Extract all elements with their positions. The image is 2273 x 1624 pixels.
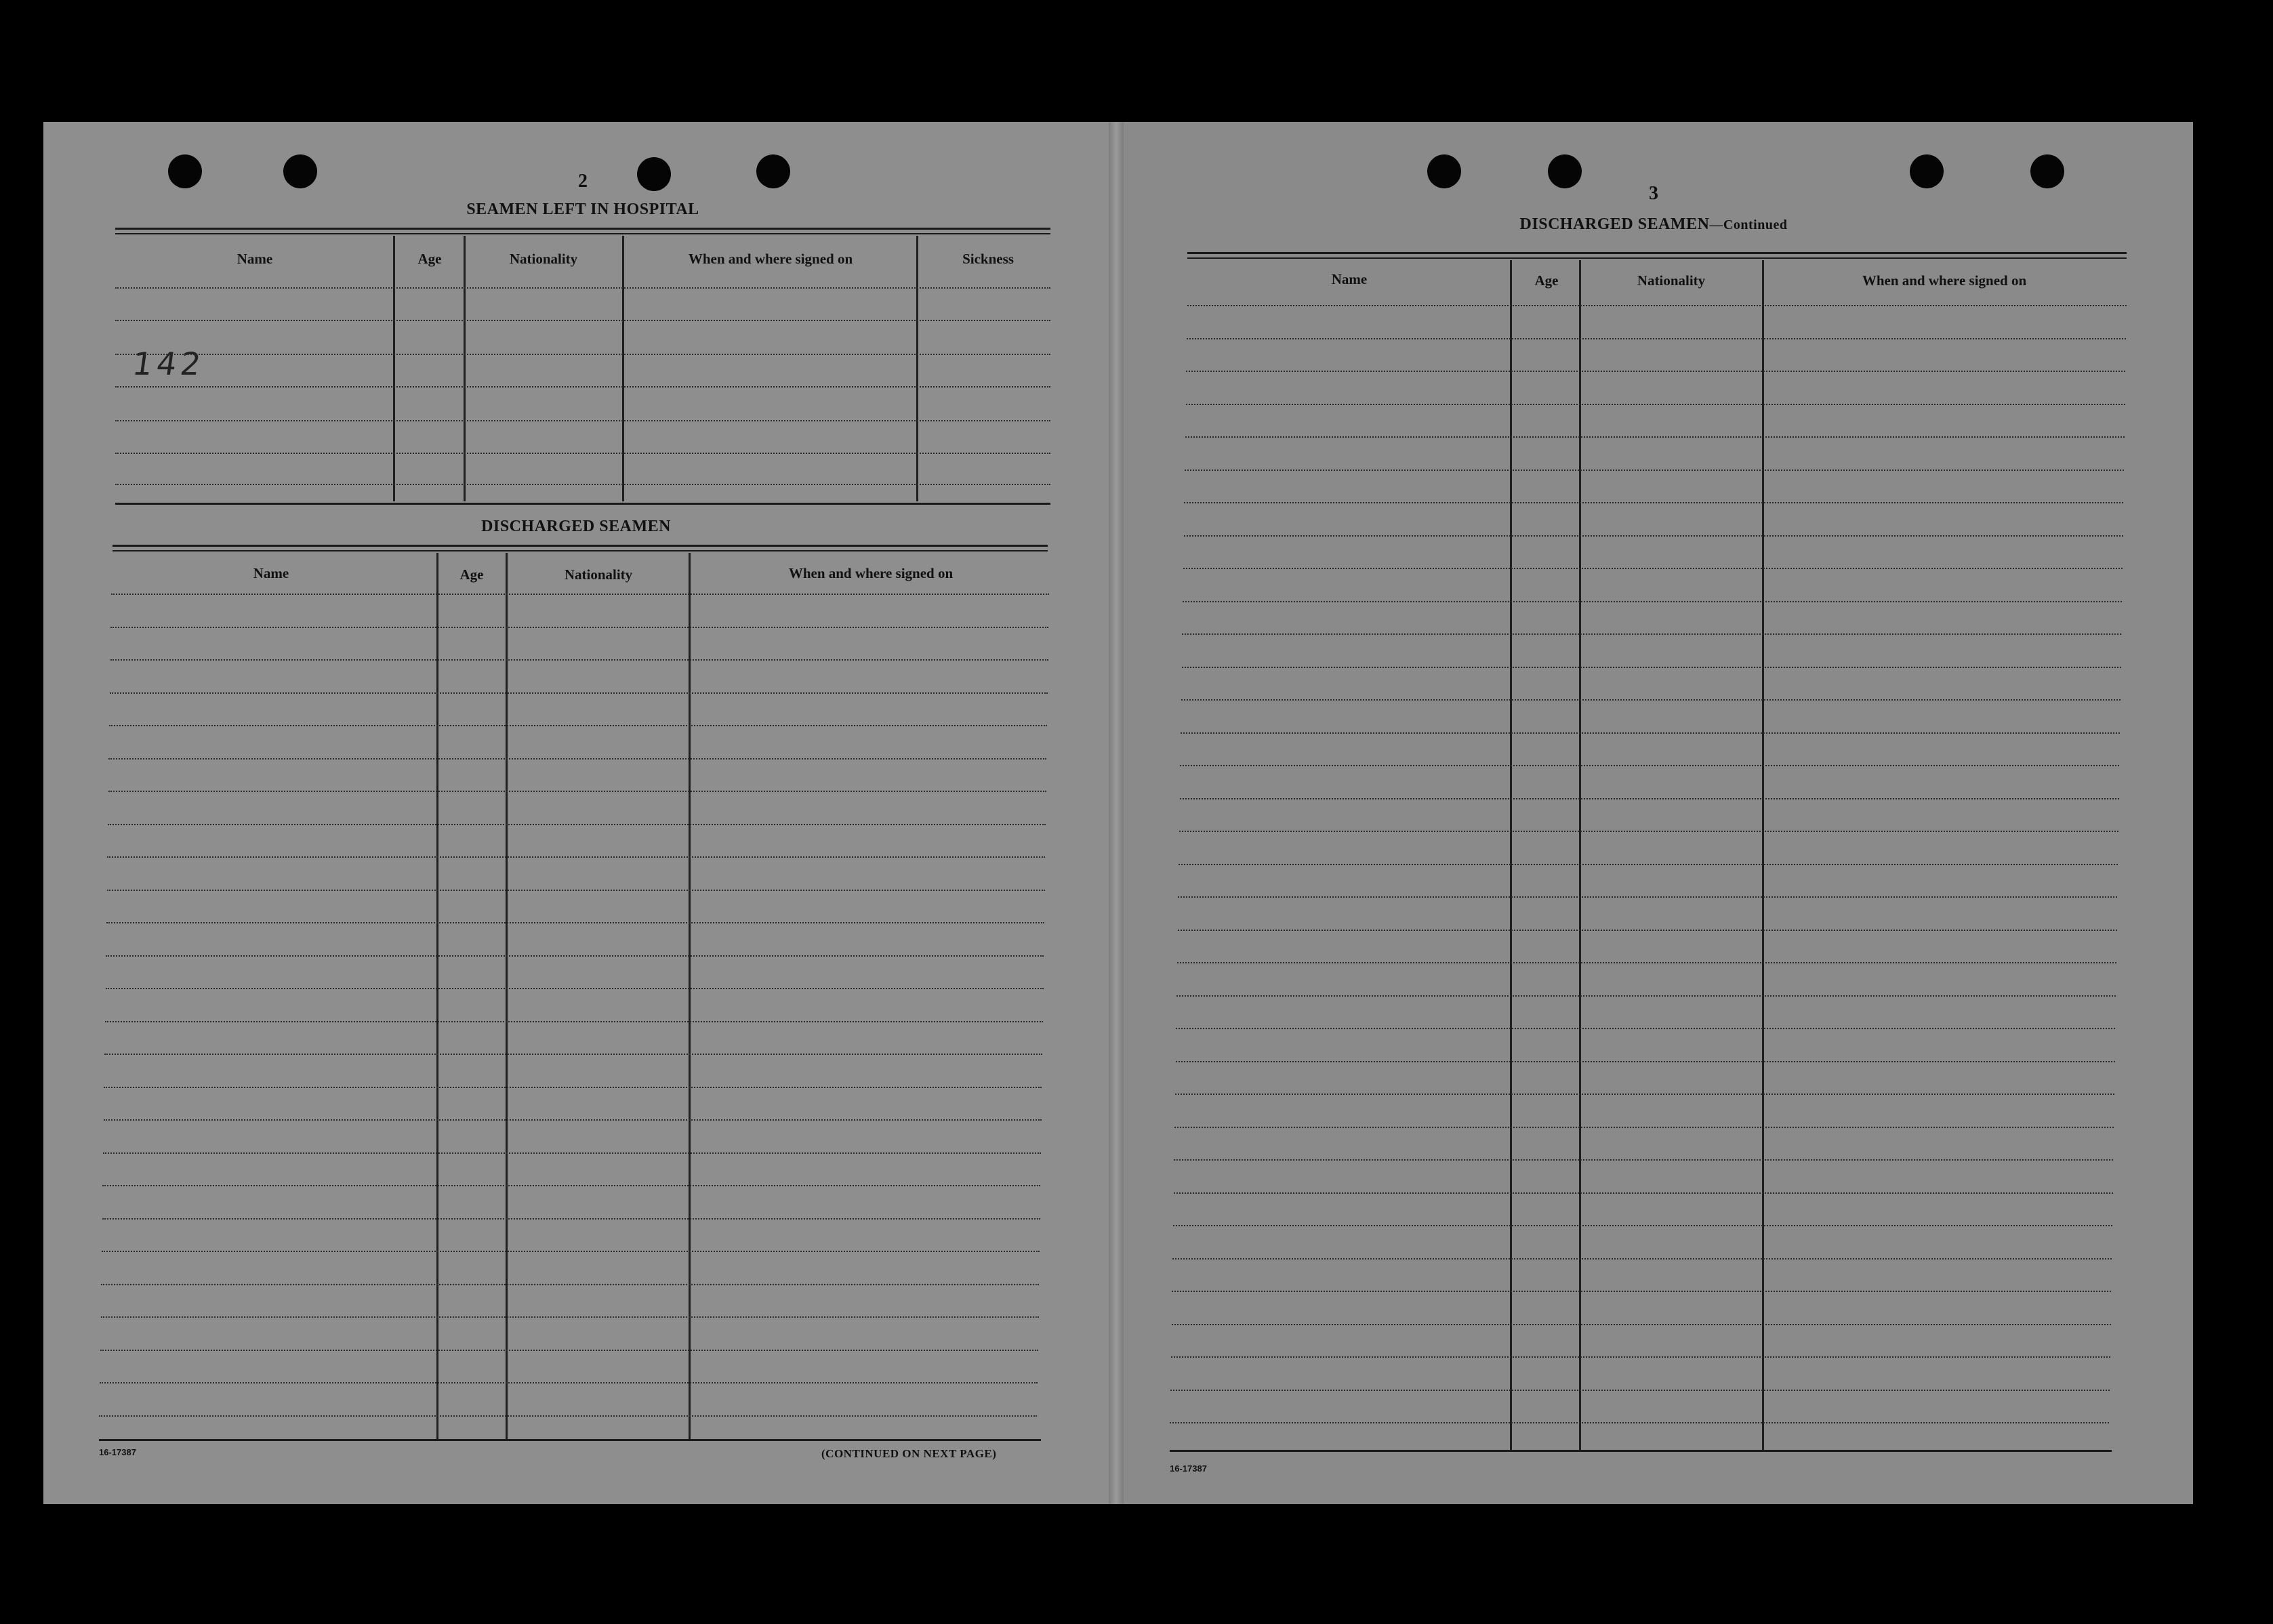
table-row-line	[105, 1021, 1043, 1022]
table-row-line	[106, 955, 1044, 957]
table-row-line	[1184, 535, 2123, 537]
table-top-rule	[115, 228, 1050, 230]
table-row-line	[1179, 831, 2118, 832]
column-divider	[464, 236, 466, 501]
column-header-name: Name	[253, 565, 289, 581]
column-divider	[622, 236, 624, 501]
table-row-line	[102, 1251, 1040, 1252]
table-bottom-rule	[99, 1439, 1041, 1441]
table-row-line	[1170, 1422, 2109, 1423]
table-row-line	[100, 1350, 1038, 1351]
table-row-line	[115, 420, 1050, 421]
table-top-rule	[1187, 257, 2127, 259]
column-header-age: Age	[459, 566, 484, 583]
page-fold	[1109, 122, 1124, 1504]
punch-hole	[1548, 154, 1582, 188]
page-number: 3	[1649, 183, 1658, 204]
table-row-line	[104, 1087, 1042, 1088]
discharged-continued-title-suffix: —Continued	[1709, 217, 1788, 232]
table-row-line	[1176, 1028, 2115, 1029]
table-row-line	[104, 1054, 1042, 1055]
table-row-line	[1172, 1258, 2112, 1259]
table-row-line	[107, 890, 1045, 891]
table-top-rule	[1187, 252, 2127, 254]
table-row-line	[106, 988, 1044, 989]
table-row-line	[107, 856, 1045, 858]
table-row-line	[1172, 1324, 2111, 1325]
column-header-signed-on: When and where signed on	[688, 251, 853, 267]
table-row-line	[101, 1284, 1039, 1285]
discharged-continued-title	[1477, 215, 1830, 234]
punch-hole	[1910, 154, 1944, 188]
hospital-section-title: SEAMEN LEFT IN HOSPITAL	[466, 201, 699, 218]
table-row-line	[1186, 404, 2125, 405]
column-header-sickness: Sickness	[962, 251, 1014, 267]
column-header-age: Age	[417, 251, 442, 267]
table-row-line	[1185, 436, 2125, 438]
table-row-line	[1180, 765, 2119, 766]
handwritten-number: 142	[130, 346, 207, 382]
table-top-rule	[112, 550, 1048, 551]
table-row-line	[1176, 1061, 2115, 1062]
punch-hole	[2030, 154, 2064, 188]
punch-hole	[637, 157, 671, 191]
table-row-line	[1172, 1291, 2111, 1292]
table-row-line	[109, 725, 1047, 726]
punch-hole	[168, 154, 202, 188]
table-row-line	[111, 594, 1049, 595]
table-row-line	[1184, 502, 2123, 503]
table-row-line	[1173, 1225, 2112, 1226]
column-divider	[1510, 260, 1512, 1450]
table-bottom-rule	[1170, 1450, 2112, 1452]
column-header-name: Name	[1331, 271, 1368, 287]
table-row-line	[104, 1119, 1042, 1121]
column-divider	[436, 553, 438, 1439]
table-row-line	[110, 627, 1048, 628]
table-row-line	[103, 1152, 1041, 1154]
table-row-line	[1187, 305, 2127, 306]
table-row-line	[108, 758, 1046, 759]
table-row-line	[115, 320, 1050, 321]
punch-hole	[1427, 154, 1461, 188]
table-row-line	[1170, 1390, 2110, 1391]
table-row-line	[1186, 371, 2125, 372]
table-row-line	[115, 453, 1050, 454]
form-number: 16-17387	[99, 1447, 136, 1457]
table-row-line	[1181, 699, 2121, 701]
left-page	[43, 122, 1118, 1504]
column-header-name: Name	[237, 251, 273, 267]
column-divider	[506, 553, 508, 1439]
table-row-line	[99, 1415, 1037, 1417]
table-row-line	[1174, 1192, 2113, 1194]
table-row-line	[1174, 1159, 2113, 1161]
table-row-line	[1175, 1094, 2114, 1095]
table-row-line	[1181, 732, 2120, 734]
table-row-line	[1183, 568, 2123, 569]
table-row-line	[1176, 995, 2116, 997]
table-row-line	[1179, 864, 2118, 865]
table-row-line	[108, 791, 1046, 792]
form-number: 16-17387	[1170, 1463, 1207, 1474]
column-header-signed-on: When and where signed on	[1862, 272, 2027, 289]
right-page	[1114, 122, 2193, 1504]
table-row-line	[110, 659, 1048, 661]
table-bottom-rule	[115, 503, 1050, 505]
table-row-line	[1178, 896, 2117, 898]
table-row-line	[1178, 930, 2117, 931]
table-row-line	[1174, 1127, 2114, 1128]
table-row-line	[102, 1185, 1040, 1186]
column-header-nationality: Nationality	[1637, 272, 1706, 289]
column-header-age: Age	[1534, 272, 1559, 289]
table-row-line	[106, 922, 1044, 923]
table-row-line	[115, 287, 1050, 289]
column-divider	[393, 236, 395, 501]
punch-hole	[283, 154, 317, 188]
continued-note: (CONTINUED ON NEXT PAGE)	[821, 1447, 997, 1460]
column-divider	[689, 553, 691, 1439]
table-row-line	[115, 354, 1050, 355]
column-header-nationality: Nationality	[564, 566, 633, 583]
table-row-line	[1171, 1356, 2110, 1358]
table-row-line	[108, 824, 1046, 825]
table-row-line	[1183, 601, 2122, 602]
table-row-line	[101, 1316, 1039, 1318]
table-row-line	[115, 484, 1050, 485]
table-row-line	[100, 1382, 1038, 1383]
column-divider	[916, 236, 918, 501]
table-row-line	[1180, 798, 2119, 799]
table-row-line	[1177, 962, 2116, 963]
table-row-line	[1182, 667, 2121, 668]
table-top-rule	[115, 233, 1050, 234]
table-row-line	[1187, 338, 2126, 339]
table-row-line	[102, 1218, 1040, 1220]
discharged-continued-title-main: DISCHARGED SEAMEN	[1519, 215, 1710, 233]
discharged-section-title: DISCHARGED SEAMEN	[481, 518, 671, 535]
column-divider	[1579, 260, 1581, 1450]
table-row-line	[1182, 633, 2121, 635]
column-header-signed-on: When and where signed on	[788, 565, 954, 581]
column-header-nationality: Nationality	[509, 251, 578, 267]
table-row-line	[1185, 470, 2124, 471]
table-top-rule	[112, 545, 1048, 547]
table-row-line	[115, 386, 1050, 388]
page-number: 2	[578, 171, 588, 192]
column-divider	[1762, 260, 1764, 1450]
punch-hole	[756, 154, 790, 188]
table-row-line	[110, 692, 1048, 694]
